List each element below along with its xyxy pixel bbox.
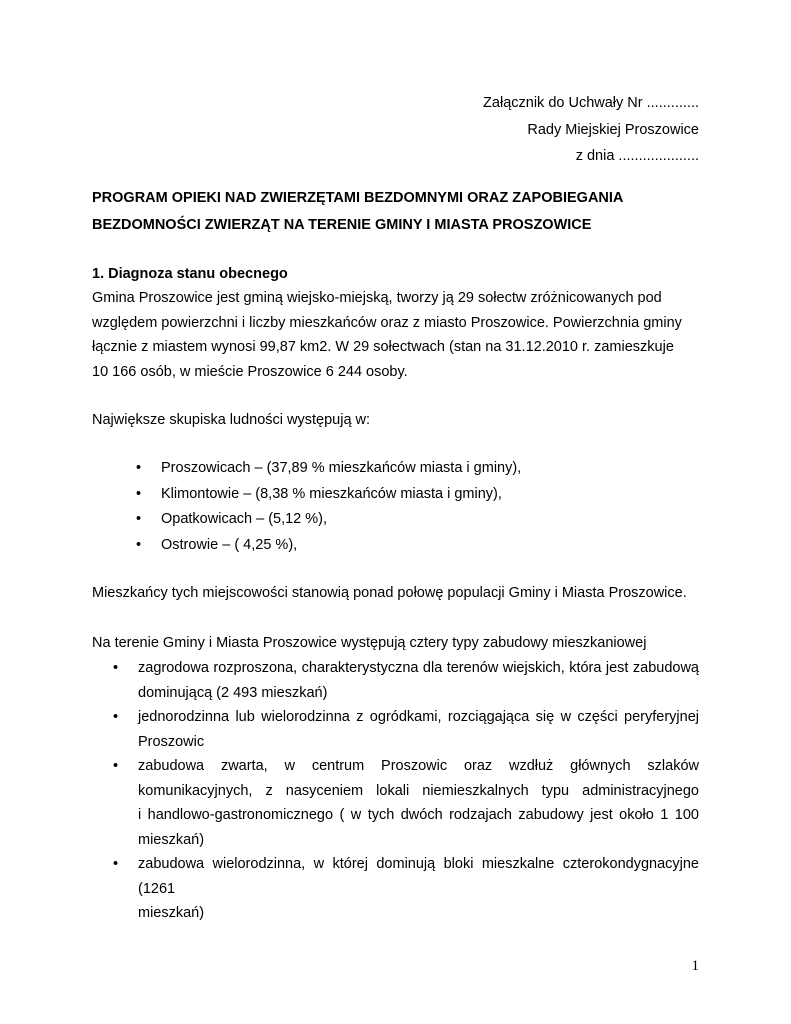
list-item-line: zagrodowa rozproszona, charakterystyczna dla terenów wiejskich, która jest zabudową — [138, 660, 699, 676]
list-item-line: zabudowa wielorodzinna, w której dominują bloki mieszkalne czterokondygnacyjne (1261 — [138, 856, 699, 897]
document-title — [92, 185, 712, 239]
list-item-line: Proszowic — [138, 733, 205, 750]
bullet-icon: • — [136, 460, 142, 476]
title-line-2: BEZDOMNOŚCI ZWIERZĄT NA TERENIE GMINY I MIASTA PROSZOWICE — [92, 217, 592, 233]
page-number: 1 — [691, 958, 699, 974]
list-item-line: jednorodzinna lub wielorodzinna z ogródkami, rozciągająca się w części peryferyjnej — [138, 709, 699, 725]
list-item-text: Proszowicach – (37,89 % mieszkańców miasta i gminy), — [161, 460, 522, 476]
bullet-icon: • — [113, 856, 119, 872]
list-item — [92, 482, 521, 508]
list-item — [92, 754, 699, 852]
list-item-text: Ostrowie – ( 4,25 %), — [161, 536, 298, 553]
list-item — [92, 656, 699, 705]
list-item — [92, 852, 699, 926]
bullet-icon: • — [113, 758, 119, 774]
list-item-line: zabudowa zwarta, w centrum Proszowic oraz wzdłuż głównych szlaków — [138, 758, 699, 774]
bullet-icon: • — [136, 536, 142, 553]
list-item — [92, 533, 521, 559]
list-item — [92, 456, 521, 482]
paragraph-line: 10 166 osób, w mieście Proszowice 6 244 osoby. — [92, 363, 408, 380]
paragraph-line: względem powierzchni i liczby mieszkańców oraz z miasto Proszowice. Powierzchnia gminy — [92, 314, 682, 331]
list-item-line: komunikacyjnych, z nasyceniem lokali niemieszkalnych typu administracyjnego — [138, 782, 699, 799]
list-item-text: Klimontowie – (8,38 % mieszkańców miasta i gminy), — [161, 485, 502, 502]
paragraph-line: łącznie z miastem wynosi 99,87 km2. W 29 sołectwach (stan na 31.12.2010 r. zamieszkuje — [92, 339, 674, 355]
title-line-1: PROGRAM OPIEKI NAD ZWIERZĘTAMI BEZDOMNYMI ORAZ ZAPOBIEGANIA — [92, 190, 624, 206]
housing-intro: Na terenie Gminy i Miasta Proszowice występują cztery typy zabudowy mieszkaniowej — [92, 635, 647, 651]
council-line: Rady Miejskiej Proszowice — [527, 121, 699, 138]
bullet-icon: • — [136, 511, 142, 527]
list-item-line: dominującą (2 493 mieszkań) — [138, 684, 328, 701]
population-list — [92, 456, 521, 558]
list-item — [92, 705, 699, 754]
attachment-header — [483, 90, 699, 170]
list-item-text: Opatkowicach – (5,12 %), — [161, 511, 328, 527]
diagnosis-paragraph — [92, 286, 712, 384]
attachment-line: Załącznik do Uchwały Nr ............. — [483, 95, 699, 111]
list-item-line: i handlowo-gastronomicznego ( w tych dwóch rodzajach zabudowy jest około 1 100 — [138, 807, 699, 823]
date-line: z dnia .................... — [575, 148, 699, 164]
list-item-line: mieszkań) — [138, 905, 205, 921]
bullet-icon: • — [113, 709, 119, 725]
bullet-icon: • — [113, 660, 119, 676]
housing-types-list — [92, 656, 699, 926]
section-heading: 1. Diagnoza stanu obecnego — [92, 266, 288, 282]
list-item-line: mieszkań) — [138, 831, 205, 848]
population-intro: Największe skupiska ludności występują w: — [92, 412, 371, 428]
bullet-icon: • — [136, 485, 142, 502]
list-item — [92, 507, 521, 533]
paragraph-line: Gmina Proszowice jest gminą wiejsko-miejską, tworzy ją 29 sołectw zróżnicowanych pod — [92, 290, 662, 306]
residents-paragraph: Mieszkańcy tych miejscowości stanowią ponad połowę populacji Gminy i Miasta Proszowice. — [92, 585, 687, 601]
